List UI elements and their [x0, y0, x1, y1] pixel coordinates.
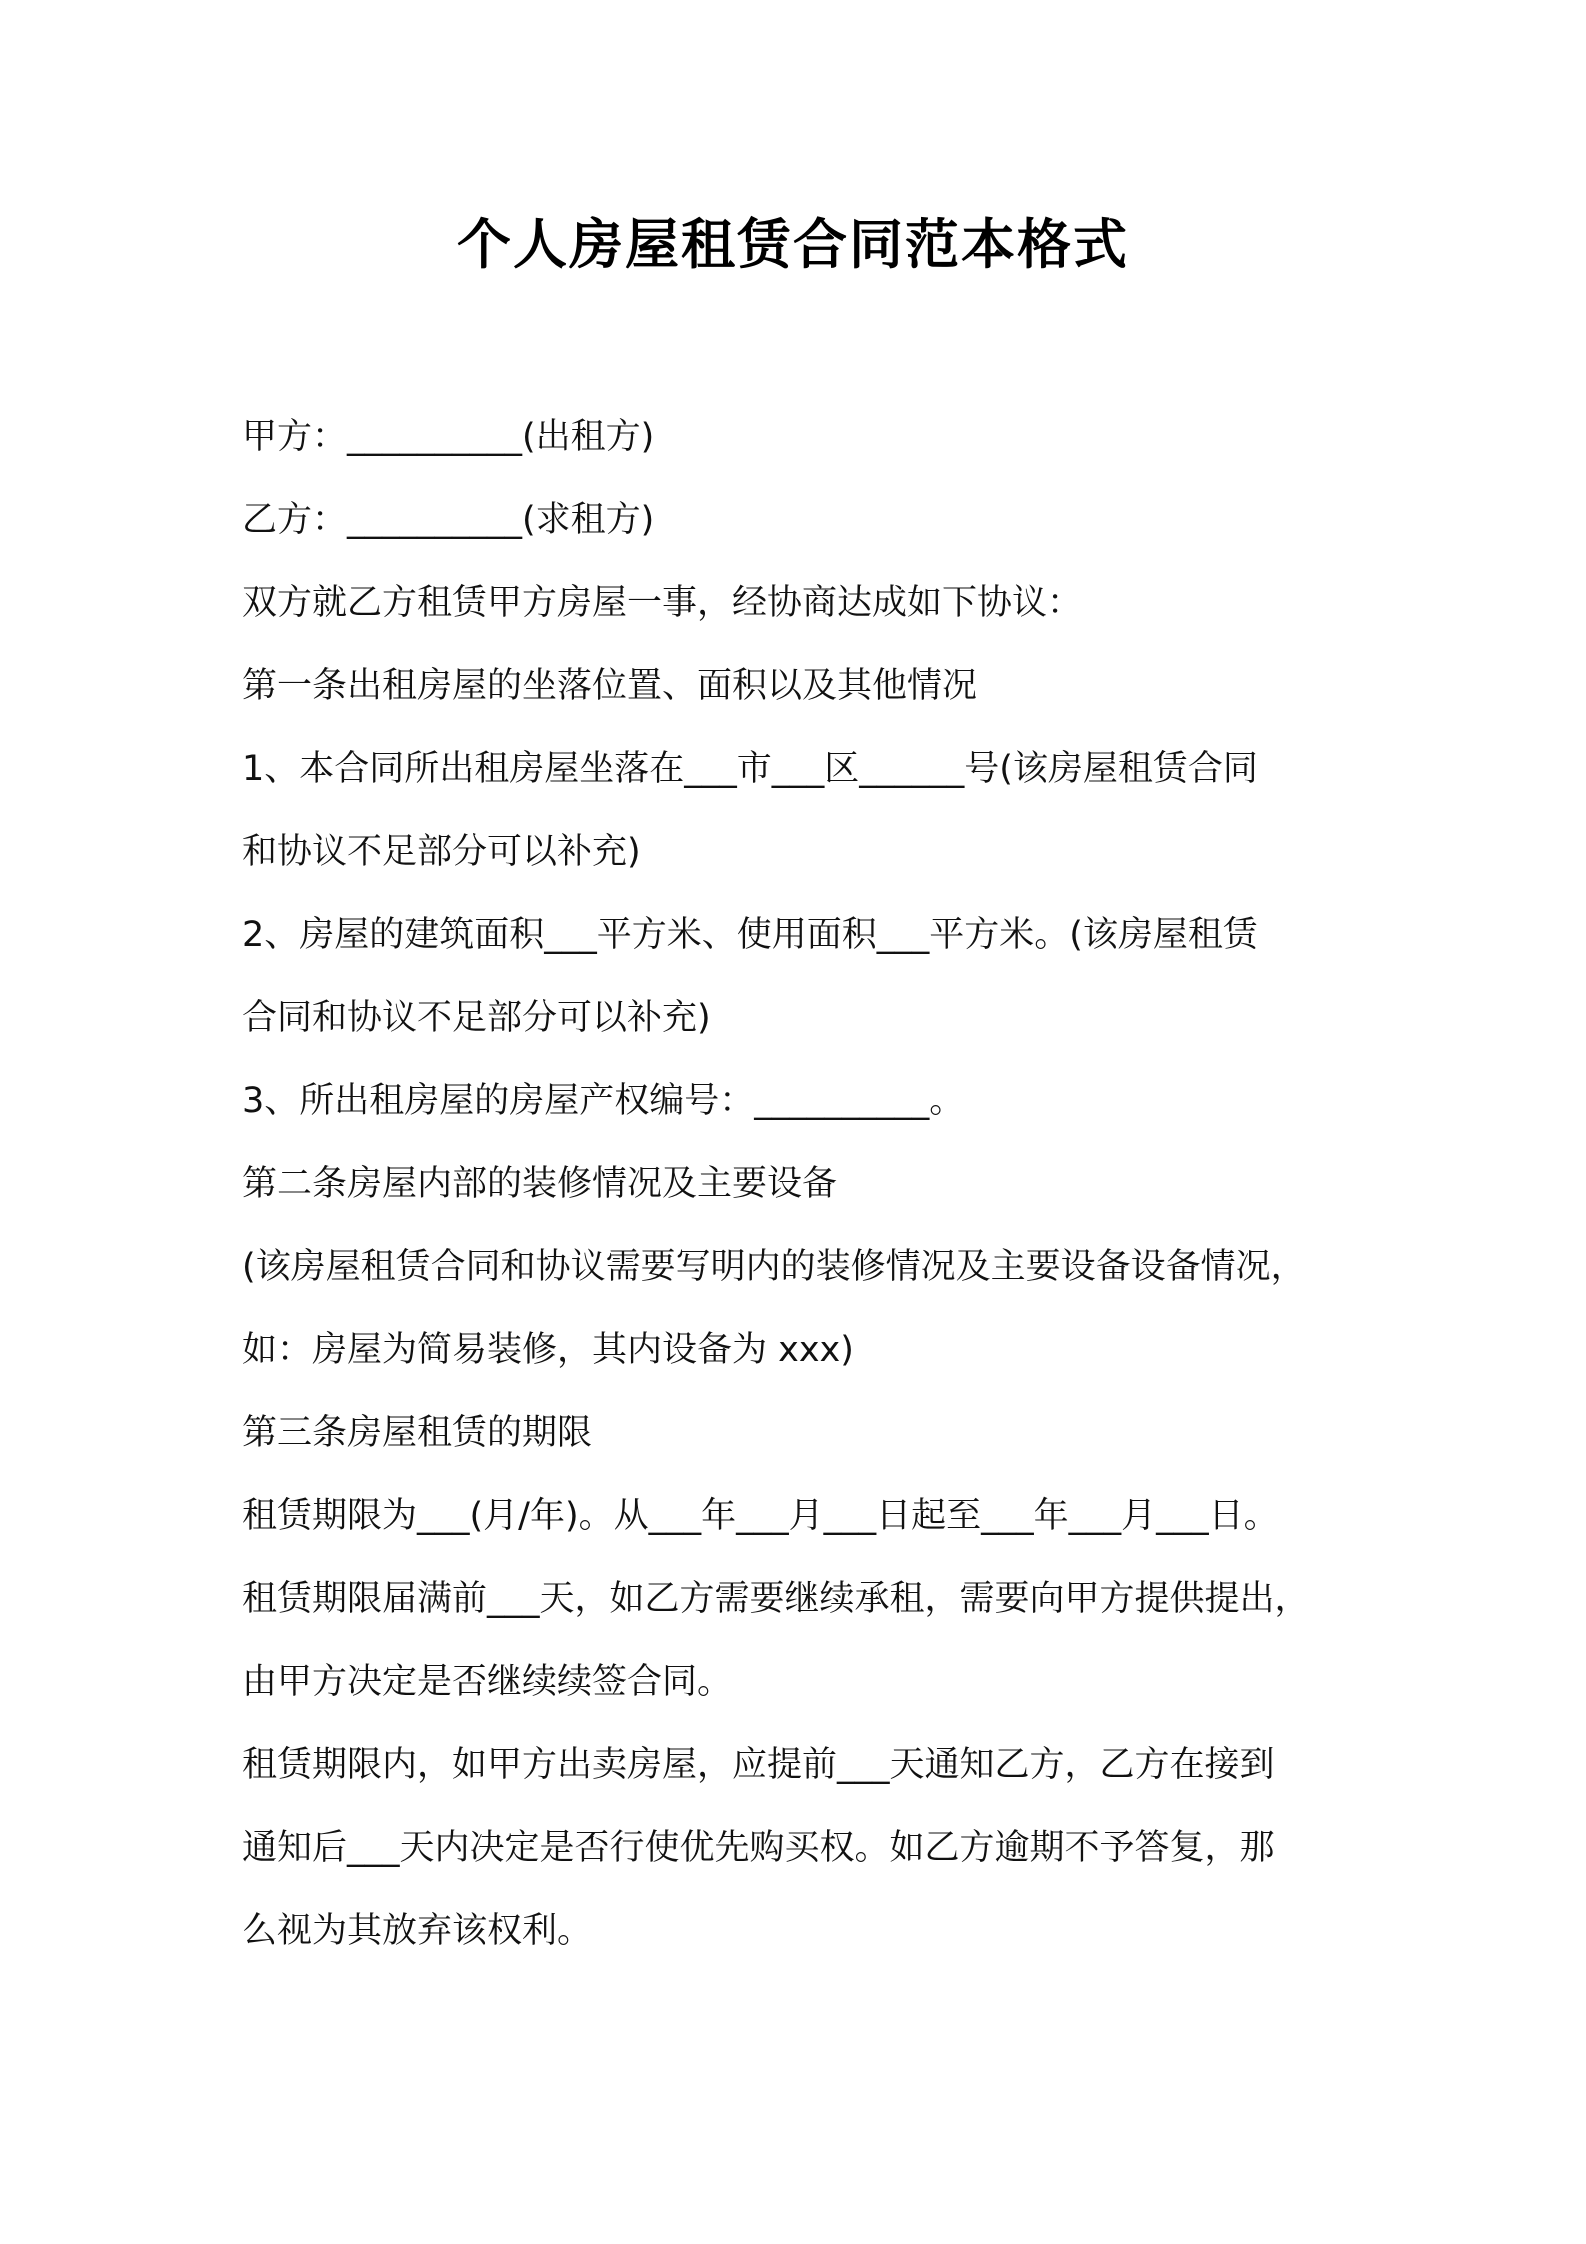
party-a-line: 甲方：__________(出租方) [242, 417, 655, 457]
party-b-line: 乙方：__________(求租方) [242, 500, 655, 540]
article-2-text-cont: 如：房屋为简易装修，其内设备为 xxx) [242, 1330, 854, 1370]
article-3-renewal-cont: 由甲方决定是否继续续签合同。 [242, 1662, 733, 1702]
document-body [242, 396, 1372, 1973]
article-3-term: 租赁期限为___(月/年)。从___年___月___日起至___年___月___日。 [242, 1496, 1279, 1536]
document-title: 个人房屋租赁合同范本格式 [457, 213, 1129, 276]
article-1-item-2-cont: 合同和协议不足部分可以补充) [242, 998, 711, 1038]
article-3-sale-end: 么视为其放弃该权利。 [242, 1911, 593, 1951]
article-1-item-1-cont: 和协议不足部分可以补充) [242, 832, 641, 872]
agreement-intro: 双方就乙方租赁甲方房屋一事，经协商达成如下协议： [242, 583, 1083, 623]
article-3-renewal: 租赁期限届满前___天，如乙方需要继续承租，需要向甲方提供提出， [242, 1579, 1310, 1619]
article-3-sale-cont: 通知后___天内决定是否行使优先购买权。如乙方逾期不予答复，那 [242, 1828, 1275, 1868]
article-1-item-2: 2、房屋的建筑面积___平方米、使用面积___平方米。(该房屋租赁 [242, 915, 1258, 955]
article-2-heading: 第二条房屋内部的装修情况及主要设备 [242, 1164, 838, 1204]
article-2-text: (该房屋租赁合同和协议需要写明内的装修情况及主要设备设备情况， [242, 1247, 1306, 1287]
article-3-sale: 租赁期限内，如甲方出卖房屋，应提前___天通知乙方，乙方在接到 [242, 1745, 1275, 1785]
article-1-item-1: 1、本合同所出租房屋坐落在___市___区______号(该房屋租赁合同 [242, 749, 1258, 789]
article-3-heading: 第三条房屋租赁的期限 [242, 1413, 593, 1453]
article-1-heading: 第一条出租房屋的坐落位置、面积以及其他情况 [242, 666, 978, 706]
article-1-item-3: 3、所出租房屋的房屋产权编号：__________。 [242, 1081, 965, 1121]
